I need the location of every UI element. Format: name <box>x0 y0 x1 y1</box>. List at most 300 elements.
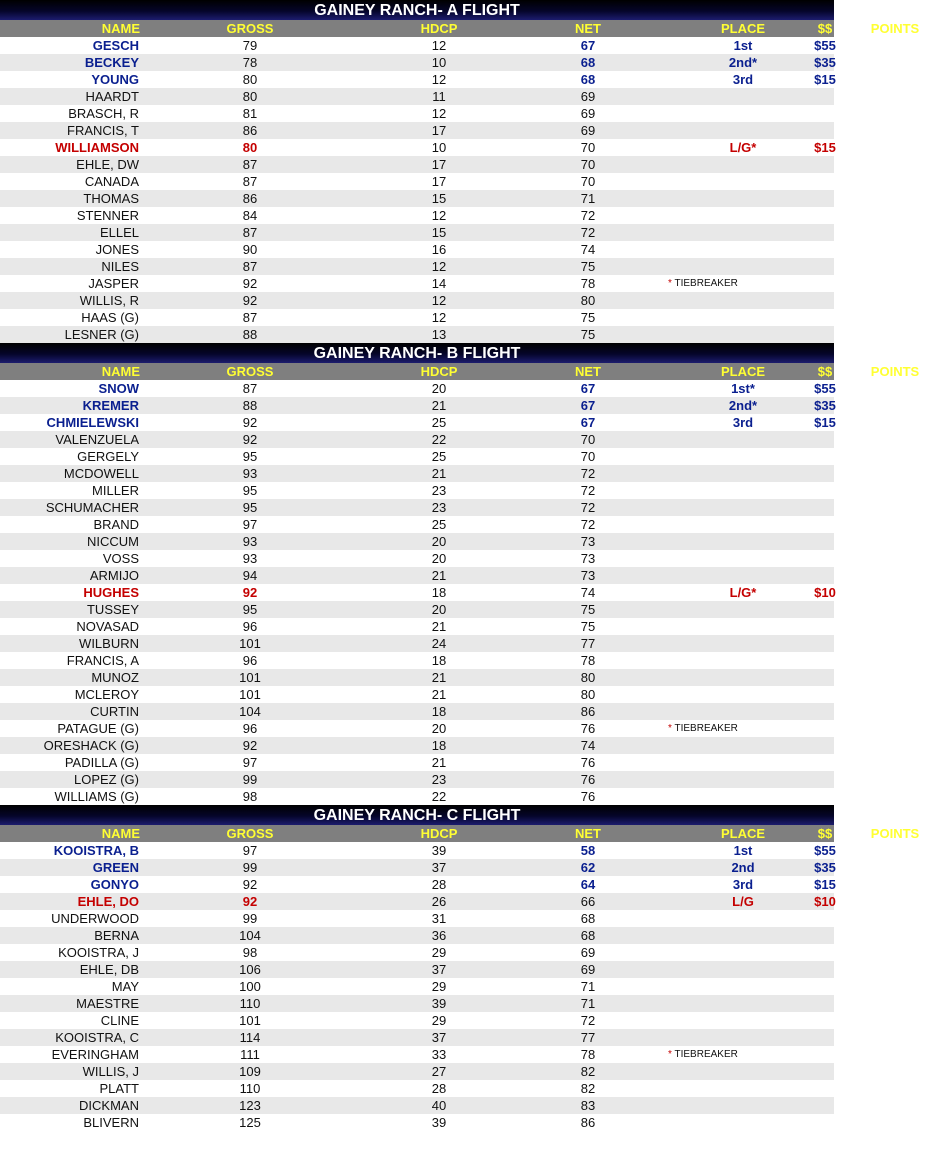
gross-score: 98 <box>242 789 258 804</box>
player-name: CURTIN <box>90 704 139 719</box>
gross-score: 86 <box>242 123 258 138</box>
handicap: 27 <box>431 1064 447 1079</box>
gross-score: 125 <box>239 1115 261 1130</box>
gross-score: 99 <box>242 772 258 787</box>
place: 2nd* <box>728 55 758 70</box>
table-row <box>0 499 834 516</box>
player-name: EHLE, DW <box>76 157 139 172</box>
player-name: EVERINGHAM <box>51 1047 139 1062</box>
handicap: 18 <box>431 704 447 719</box>
net-score: 74 <box>580 738 596 753</box>
points <box>848 37 942 54</box>
header-gross: GROSS <box>226 21 274 36</box>
table-row <box>0 1114 834 1131</box>
header-place: PLACE <box>720 364 766 379</box>
asterisk: * <box>668 1049 675 1060</box>
handicap: 39 <box>431 843 447 858</box>
net-score: 83 <box>580 1098 596 1113</box>
table-row <box>0 482 834 499</box>
net-score: 67 <box>580 398 596 413</box>
score-rows <box>0 37 834 343</box>
place: 3rd <box>732 72 754 87</box>
net-score: 75 <box>580 619 596 634</box>
net-score: 82 <box>580 1081 596 1096</box>
net-score: 72 <box>580 208 596 223</box>
net-score: 71 <box>580 996 596 1011</box>
net-score: 67 <box>580 415 596 430</box>
table-row <box>0 241 834 258</box>
payout: $15 <box>814 415 836 430</box>
gross-score: 80 <box>242 89 258 104</box>
points <box>848 122 942 139</box>
points <box>848 876 942 893</box>
header-money: $$ <box>817 21 833 36</box>
points <box>848 584 942 601</box>
handicap: 22 <box>431 432 447 447</box>
net-score: 74 <box>580 242 596 257</box>
handicap: 12 <box>431 106 447 121</box>
points <box>848 71 942 88</box>
net-score: 69 <box>580 106 596 121</box>
points <box>848 499 942 516</box>
points <box>848 618 942 635</box>
handicap: 11 <box>432 89 446 104</box>
player-name: HAARDT <box>85 89 139 104</box>
table-row <box>0 258 834 275</box>
points <box>848 601 942 618</box>
points <box>848 978 942 995</box>
table-row <box>0 910 834 927</box>
header-net: NET <box>575 21 601 36</box>
payout: $15 <box>814 877 836 892</box>
header-gross: GROSS <box>226 364 274 379</box>
player-name: MCLEROY <box>74 687 139 702</box>
handicap: 20 <box>431 721 447 736</box>
player-name: TUSSEY <box>86 602 139 617</box>
score-rows <box>0 380 834 805</box>
points <box>848 1046 942 1063</box>
net-score: 72 <box>580 500 596 515</box>
net-score: 70 <box>580 157 596 172</box>
handicap: 17 <box>431 157 447 172</box>
points <box>848 927 942 944</box>
net-score: 76 <box>580 721 596 736</box>
table-row <box>0 703 834 720</box>
player-name: THOMAS <box>83 191 139 206</box>
points <box>848 893 942 910</box>
player-name: STENNER <box>76 208 139 223</box>
player-name: JASPER <box>88 276 139 291</box>
place: 1st <box>733 38 753 53</box>
table-row <box>0 207 834 224</box>
player-name: BLIVERN <box>83 1115 139 1130</box>
handicap: 37 <box>431 860 447 875</box>
flight-title: GAINEY RANCH- A FLIGHT <box>0 0 834 20</box>
gross-score: 87 <box>242 225 258 240</box>
table-row <box>0 944 834 961</box>
points <box>848 842 942 859</box>
handicap: 29 <box>431 1013 447 1028</box>
handicap: 37 <box>431 962 447 977</box>
gross-score: 123 <box>239 1098 261 1113</box>
gross-score: 111 <box>240 1047 260 1062</box>
player-name: BERNA <box>94 928 139 943</box>
net-score: 77 <box>580 1030 596 1045</box>
points <box>848 788 942 805</box>
gross-score: 81 <box>242 106 258 121</box>
table-row <box>0 54 834 71</box>
points <box>848 669 942 686</box>
net-score: 75 <box>580 310 596 325</box>
table-row <box>0 37 834 54</box>
tiebreaker-text: TIEBREAKER <box>674 723 738 734</box>
net-score: 69 <box>580 962 596 977</box>
gross-score: 97 <box>242 517 258 532</box>
table-row <box>0 309 834 326</box>
handicap: 12 <box>431 72 447 87</box>
table-row <box>0 669 834 686</box>
gross-score: 97 <box>242 755 258 770</box>
handicap: 20 <box>431 551 447 566</box>
place: 3rd <box>732 415 754 430</box>
header-place: PLACE <box>720 826 766 841</box>
gross-score: 87 <box>242 259 258 274</box>
handicap: 18 <box>431 653 447 668</box>
table-row <box>0 893 834 910</box>
net-score: 75 <box>580 327 596 342</box>
handicap: 23 <box>431 483 447 498</box>
points <box>848 190 942 207</box>
points <box>848 720 942 737</box>
gross-score: 87 <box>242 381 258 396</box>
gross-score: 84 <box>242 208 258 223</box>
net-score: 74 <box>580 585 596 600</box>
table-row <box>0 771 834 788</box>
net-score: 72 <box>580 466 596 481</box>
gross-score: 101 <box>239 636 261 651</box>
table-row <box>0 380 834 397</box>
handicap: 36 <box>431 928 447 943</box>
player-name: PLATT <box>99 1081 139 1096</box>
net-score: 78 <box>580 1047 596 1062</box>
points <box>848 326 942 343</box>
header-money: $$ <box>817 364 833 379</box>
points <box>848 771 942 788</box>
handicap: 26 <box>431 894 447 909</box>
handicap: 15 <box>431 191 447 206</box>
net-score: 78 <box>580 276 596 291</box>
net-score: 66 <box>580 894 596 909</box>
net-score: 82 <box>580 1064 596 1079</box>
gross-score: 88 <box>242 327 258 342</box>
table-row <box>0 533 834 550</box>
gross-score: 100 <box>239 979 261 994</box>
flight-section <box>0 805 920 1131</box>
player-name: KOOISTRA, C <box>55 1030 139 1045</box>
player-name: BECKEY <box>84 55 139 70</box>
table-row <box>0 88 834 105</box>
column-header-row <box>0 825 920 842</box>
player-name: FRANCIS, A <box>66 653 139 668</box>
table-row <box>0 397 834 414</box>
tiebreaker-text: TIEBREAKER <box>674 278 738 289</box>
payout: $10 <box>814 585 836 600</box>
points <box>848 54 942 71</box>
player-name: MILLER <box>92 483 139 498</box>
place: 3rd <box>732 877 754 892</box>
points <box>848 465 942 482</box>
net-score: 69 <box>580 89 596 104</box>
points <box>848 397 942 414</box>
player-name: NILES <box>101 259 139 274</box>
player-name: GERGELY <box>77 449 139 464</box>
gross-score: 88 <box>242 398 258 413</box>
handicap: 21 <box>431 755 447 770</box>
handicap: 21 <box>431 670 447 685</box>
points <box>848 686 942 703</box>
table-row <box>0 788 834 805</box>
handicap: 31 <box>431 911 447 926</box>
player-name: ARMIJO <box>89 568 139 583</box>
net-score: 73 <box>580 568 596 583</box>
points <box>848 275 942 292</box>
player-name: WILLIAMS (G) <box>54 789 139 804</box>
gross-score: 110 <box>239 996 261 1011</box>
flight-section <box>0 0 920 343</box>
handicap: 21 <box>431 568 447 583</box>
place: L/G <box>732 894 754 909</box>
points <box>848 910 942 927</box>
net-score: 70 <box>580 449 596 464</box>
points <box>848 1114 942 1131</box>
handicap: 22 <box>431 789 447 804</box>
table-row <box>0 601 834 618</box>
table-row <box>0 448 834 465</box>
net-score: 69 <box>580 123 596 138</box>
points <box>848 292 942 309</box>
points <box>848 482 942 499</box>
header-hdcp: HDCP <box>420 364 458 379</box>
handicap: 21 <box>431 398 447 413</box>
table-row <box>0 754 834 771</box>
gross-score: 95 <box>242 500 258 515</box>
net-score: 69 <box>580 945 596 960</box>
table-row <box>0 1097 834 1114</box>
handicap: 12 <box>431 259 447 274</box>
points <box>848 258 942 275</box>
points <box>848 1063 942 1080</box>
points <box>848 703 942 720</box>
handicap: 18 <box>431 738 447 753</box>
header-net: NET <box>575 364 601 379</box>
payout: $15 <box>814 140 836 155</box>
net-score: 71 <box>580 979 596 994</box>
points <box>848 635 942 652</box>
table-row <box>0 720 834 737</box>
player-name: GREEN <box>92 860 139 875</box>
table-row <box>0 635 834 652</box>
handicap: 20 <box>431 602 447 617</box>
player-name: GESCH <box>92 38 139 53</box>
player-name: BRAND <box>93 517 139 532</box>
points <box>848 448 942 465</box>
handicap: 17 <box>431 174 447 189</box>
table-row <box>0 326 834 343</box>
net-score: 70 <box>580 432 596 447</box>
table-row <box>0 1080 834 1097</box>
payout: $35 <box>814 55 836 70</box>
gross-score: 92 <box>242 415 258 430</box>
asterisk: * <box>668 723 675 734</box>
points <box>848 754 942 771</box>
points <box>848 380 942 397</box>
net-score: 72 <box>580 225 596 240</box>
header-points: POINTS <box>870 826 920 841</box>
table-row <box>0 516 834 533</box>
handicap: 15 <box>431 225 447 240</box>
gross-score: 99 <box>242 911 258 926</box>
points <box>848 1097 942 1114</box>
header-name: NAME <box>101 364 140 379</box>
handicap: 10 <box>431 55 447 70</box>
player-name: ORESHACK (G) <box>43 738 139 753</box>
player-name: MCDOWELL <box>63 466 139 481</box>
table-row <box>0 961 834 978</box>
table-row <box>0 292 834 309</box>
place: 2nd <box>731 860 755 875</box>
gross-score: 92 <box>242 877 258 892</box>
points <box>848 961 942 978</box>
gross-score: 90 <box>242 242 258 257</box>
points <box>848 105 942 122</box>
handicap: 28 <box>431 1081 447 1096</box>
points <box>848 944 942 961</box>
points <box>848 414 942 431</box>
player-name: MAESTRE <box>76 996 139 1011</box>
points <box>848 139 942 156</box>
handicap: 25 <box>431 517 447 532</box>
player-name: WILBURN <box>79 636 139 651</box>
handicap: 20 <box>431 534 447 549</box>
handicap: 12 <box>431 208 447 223</box>
player-name: HAAS (G) <box>81 310 139 325</box>
handicap: 13 <box>431 327 447 342</box>
table-row <box>0 737 834 754</box>
points <box>848 995 942 1012</box>
net-score: 64 <box>580 877 596 892</box>
player-name: VALENZUELA <box>55 432 139 447</box>
column-header-row <box>0 363 920 380</box>
player-name: LOPEZ (G) <box>73 772 139 787</box>
gross-score: 80 <box>242 72 258 87</box>
gross-score: 95 <box>242 602 258 617</box>
place: L/G* <box>729 585 757 600</box>
table-row <box>0 618 834 635</box>
flight-section <box>0 343 920 805</box>
header-name: NAME <box>101 21 140 36</box>
gross-score: 80 <box>242 140 258 155</box>
header-net: NET <box>575 826 601 841</box>
net-score: 77 <box>580 636 596 651</box>
gross-score: 95 <box>242 483 258 498</box>
table-row <box>0 567 834 584</box>
table-row <box>0 275 834 292</box>
player-name: WILLIS, J <box>82 1064 139 1079</box>
payout: $55 <box>814 38 836 53</box>
player-name: EHLE, DB <box>79 962 139 977</box>
player-name: CANADA <box>84 174 139 189</box>
gross-score: 104 <box>239 704 261 719</box>
header-name: NAME <box>101 826 140 841</box>
handicap: 16 <box>431 242 447 257</box>
points <box>848 88 942 105</box>
net-score: 73 <box>580 534 596 549</box>
points <box>848 533 942 550</box>
player-name: WILLIS, R <box>79 293 139 308</box>
net-score: 78 <box>580 653 596 668</box>
gross-score: 92 <box>242 432 258 447</box>
gross-score: 110 <box>239 1081 261 1096</box>
gross-score: 92 <box>242 293 258 308</box>
player-name: SNOW <box>98 381 139 396</box>
handicap: 21 <box>431 466 447 481</box>
gross-score: 101 <box>239 670 261 685</box>
handicap: 12 <box>431 310 447 325</box>
points <box>848 550 942 567</box>
place: 1st* <box>731 381 755 396</box>
player-name: UNDERWOOD <box>51 911 139 926</box>
table-row <box>0 550 834 567</box>
score-rows <box>0 842 834 1131</box>
handicap: 29 <box>431 945 447 960</box>
table-row <box>0 465 834 482</box>
table-row <box>0 842 834 859</box>
table-row <box>0 1029 834 1046</box>
table-row <box>0 173 834 190</box>
net-score: 75 <box>580 259 596 274</box>
handicap: 14 <box>431 276 447 291</box>
player-name: KOOISTRA, B <box>53 843 139 858</box>
gross-score: 96 <box>242 619 258 634</box>
gross-score: 95 <box>242 449 258 464</box>
player-name: KOOISTRA, J <box>58 945 139 960</box>
points <box>848 207 942 224</box>
handicap: 17 <box>431 123 447 138</box>
net-score: 58 <box>580 843 596 858</box>
table-row <box>0 105 834 122</box>
payout: $35 <box>814 860 836 875</box>
place: 2nd* <box>728 398 758 413</box>
gross-score: 87 <box>242 174 258 189</box>
table-row <box>0 686 834 703</box>
player-name: MUNOZ <box>91 670 139 685</box>
tiebreaker-text: TIEBREAKER <box>674 1049 738 1060</box>
handicap: 25 <box>431 449 447 464</box>
header-gross: GROSS <box>226 826 274 841</box>
player-name: PADILLA (G) <box>64 755 139 770</box>
table-row <box>0 190 834 207</box>
points <box>848 224 942 241</box>
handicap: 25 <box>431 415 447 430</box>
gross-score: 93 <box>242 534 258 549</box>
points <box>848 516 942 533</box>
player-name: NICCUM <box>87 534 139 549</box>
handicap: 20 <box>431 381 447 396</box>
gross-score: 98 <box>242 945 258 960</box>
net-score: 76 <box>580 772 596 787</box>
table-row <box>0 224 834 241</box>
gross-score: 86 <box>242 191 258 206</box>
